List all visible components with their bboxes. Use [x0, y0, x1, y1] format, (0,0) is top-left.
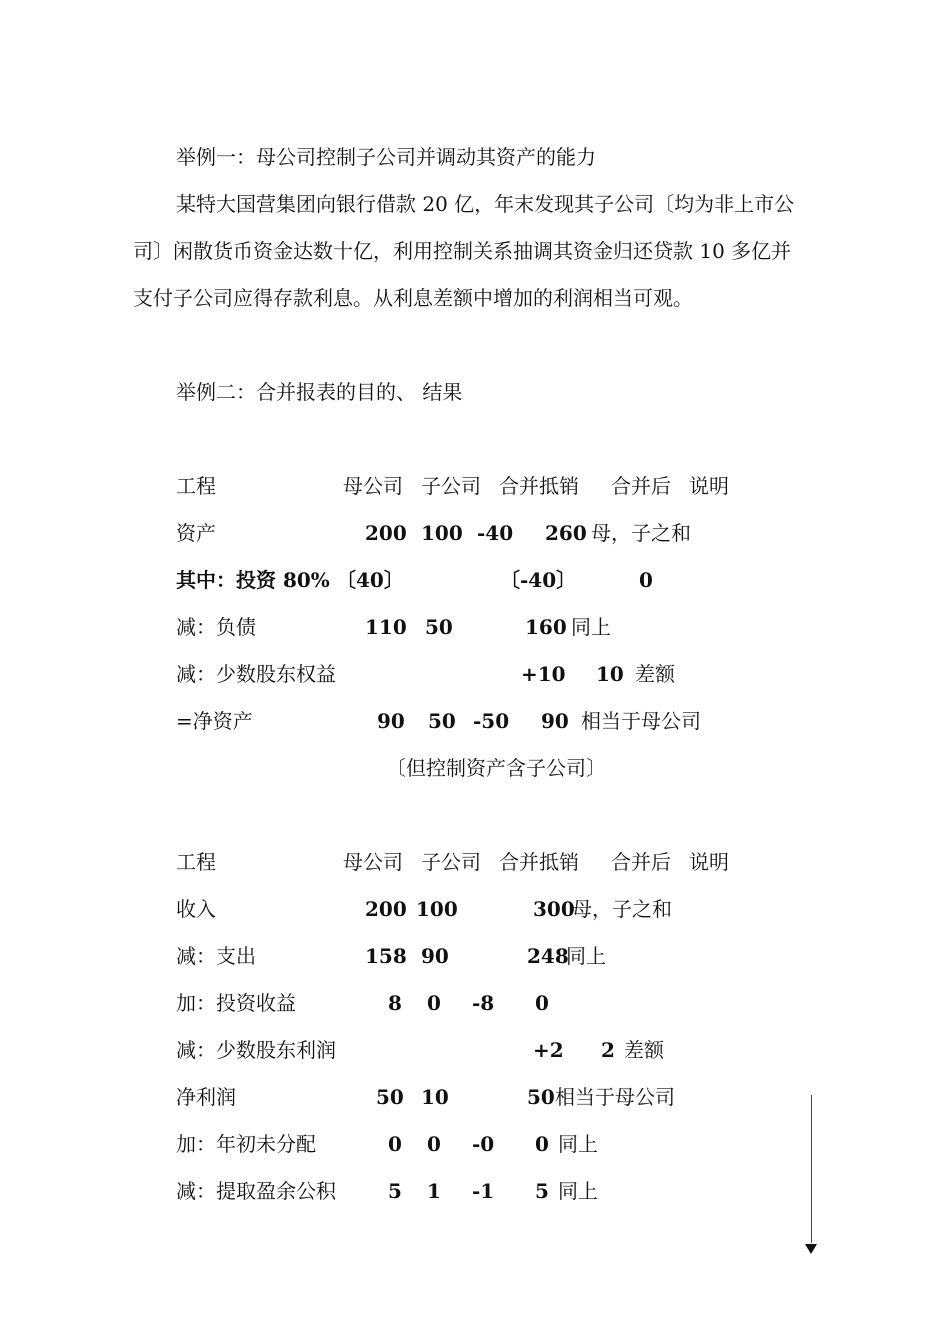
table1-header-consolidated: 合并后: [611, 474, 671, 498]
table2-row4-consolidated: 2: [601, 1038, 615, 1062]
table1-row1-subsidiary: 100: [421, 521, 463, 545]
table2-row4-label: 减：少数股东利润: [176, 1038, 336, 1062]
table2-row6-consolidated: 0: [535, 1132, 549, 1156]
table1-row3-consolidated: 160: [525, 615, 567, 639]
table2-row3-label: 加：投资收益: [176, 991, 296, 1015]
table2-row7-note: 同上: [558, 1179, 598, 1203]
table1-row5-parent: 90: [377, 709, 405, 733]
table2-row3-consolidated: 0: [535, 991, 549, 1015]
table1-row3-parent: 110: [365, 615, 407, 639]
table1-row3-subsidiary: 50: [425, 615, 453, 639]
table1-row1-consolidated: 260: [545, 521, 587, 545]
table2-header-note: 说明: [689, 850, 729, 874]
table1-row5-consolidated: 90: [541, 709, 569, 733]
table1-row5-label: =净资产: [176, 709, 253, 733]
table1-row3-note: 同上: [571, 615, 611, 639]
table2-row1-note: 母，子之和: [572, 897, 672, 921]
table2-row1-consolidated: 300: [533, 897, 575, 921]
example1-paragraph-line-3: 支付子公司应得存款利息。从利息差额中增加的利润相当可观。: [133, 286, 693, 310]
table2-row1-label: 收入: [176, 897, 216, 921]
table2-row1-parent: 200: [365, 897, 407, 921]
table2-header-parent: 母公司: [343, 850, 403, 874]
table2-row7-label: 减：提取盈余公积: [176, 1179, 336, 1203]
example1-heading: 举例一：母公司控制子公司并调动其资产的能力: [176, 145, 596, 169]
table2-row5-label: 净利润: [176, 1085, 236, 1109]
table2-row3-parent: 8: [388, 991, 402, 1015]
table1-row1-label: 资产: [176, 521, 216, 545]
table2-row5-consolidated: 50: [527, 1085, 555, 1109]
table2-row6-label: 加：年初未分配: [176, 1132, 316, 1156]
table2-row2-consolidated: 248: [527, 944, 569, 968]
table2-row6-note: 同上: [558, 1132, 598, 1156]
table2-header-subsidiary: 子公司: [421, 850, 481, 874]
table2-row6-elimination: -0: [472, 1132, 495, 1156]
table1-row4-note: 差额: [635, 662, 675, 686]
table2-row2-label: 减：支出: [176, 944, 256, 968]
table2-row6-parent: 0: [388, 1132, 402, 1156]
table1-row1-note: 母，子之和: [591, 521, 691, 545]
table1-row1-elimination: -40: [477, 521, 514, 545]
table1-row5-elimination: -50: [473, 709, 510, 733]
table1-row3-label: 减：负债: [176, 615, 256, 639]
table1-header-elimination: 合并抵销: [499, 474, 579, 498]
table2-row6-subsidiary: 0: [427, 1132, 441, 1156]
table2-row7-parent: 5: [388, 1179, 402, 1203]
table2-row2-note: 同上: [566, 944, 606, 968]
example1-paragraph-line-1: 某特大国营集团向银行借款 20 亿，年末发现其子公司〔均为非上市公: [176, 192, 795, 216]
table2-row7-consolidated: 5: [535, 1179, 549, 1203]
table2-header-item: 工程: [176, 850, 216, 874]
table1-header-parent: 母公司: [343, 474, 403, 498]
table1-header-note: 说明: [689, 474, 729, 498]
vertical-arrow-line: [811, 1095, 812, 1243]
table1-footnote: 〔但控制资产含子公司〕: [386, 756, 606, 780]
table2-row7-elimination: -1: [472, 1179, 495, 1203]
table1-row2-consolidated: 0: [639, 568, 653, 592]
table1-row1-parent: 200: [365, 521, 407, 545]
table1-row4-consolidated: 10: [596, 662, 624, 686]
table1-header-item: 工程: [176, 474, 216, 498]
table2-row7-subsidiary: 1: [427, 1179, 441, 1203]
table1-row4-label: 减：少数股东权益: [176, 662, 336, 686]
table2-row4-note: 差额: [624, 1038, 664, 1062]
table2-row5-note: 相当于母公司: [555, 1085, 675, 1109]
table2-row1-subsidiary: 100: [416, 897, 458, 921]
table1-header-subsidiary: 子公司: [421, 474, 481, 498]
table2-row4-elimination: +2: [533, 1038, 564, 1062]
table2-row3-subsidiary: 0: [427, 991, 441, 1015]
table2-header-elimination: 合并抵销: [499, 850, 579, 874]
table1-row2-elimination: 〔-40〕: [500, 568, 577, 592]
table1-row5-note: 相当于母公司: [581, 709, 701, 733]
arrow-down-icon: [805, 1244, 817, 1254]
table2-row3-elimination: -8: [472, 991, 495, 1015]
table2-row2-parent: 158: [365, 944, 407, 968]
table2-row5-parent: 50: [376, 1085, 404, 1109]
table2-header-consolidated: 合并后: [611, 850, 671, 874]
table1-row5-subsidiary: 50: [428, 709, 456, 733]
table1-row2-label: 其中：投资 80%: [176, 568, 330, 592]
table2-row5-subsidiary: 10: [421, 1085, 449, 1109]
example1-paragraph-line-2: 司〕闲散货币资金达数十亿，利用控制关系抽调其资金归还贷款 10 多亿并: [133, 239, 792, 263]
table1-row4-elimination: +10: [521, 662, 566, 686]
table1-row2-parent: 〔40〕: [336, 568, 404, 592]
example2-heading: 举例二：合并报表的目的、 结果: [176, 380, 463, 404]
table2-row2-subsidiary: 90: [421, 944, 449, 968]
